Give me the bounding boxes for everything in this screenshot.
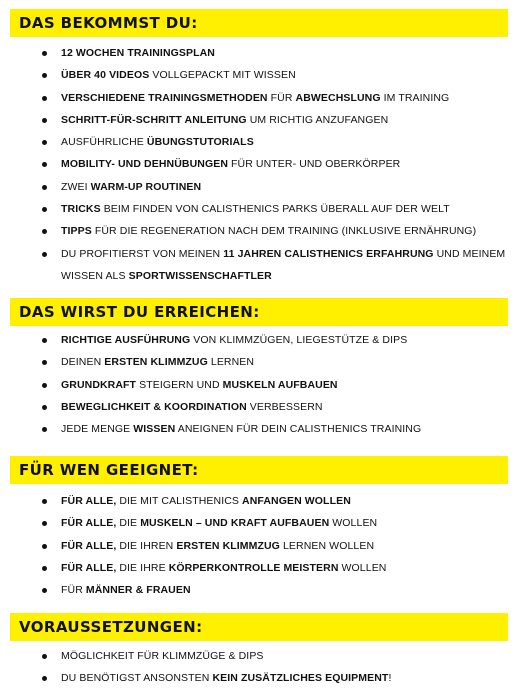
bold-text: SCHRITT-FÜR-SCHRITT ANLEITUNG xyxy=(61,113,247,126)
bullet-icon xyxy=(42,676,47,681)
bullet-icon xyxy=(42,338,47,343)
item-text: LERNEN WOLLEN xyxy=(279,539,375,552)
list-item xyxy=(0,109,520,131)
list-item xyxy=(0,490,520,512)
item-text: ZWEI xyxy=(61,180,91,193)
item-text: VOLLGEPACKT MIT WISSEN xyxy=(149,69,296,82)
bold-text: ERSTEN KLIMMZUG xyxy=(104,356,208,369)
bullet-icon xyxy=(42,405,47,410)
bold-text: VERSCHIEDENE TRAININGSMETHODEN xyxy=(61,91,268,104)
item-text: DIE xyxy=(116,517,141,530)
bold-text: MUSKELN AUFBAUEN xyxy=(222,378,338,391)
list-item xyxy=(0,131,520,153)
item-text: STEIGERN UND xyxy=(136,378,223,391)
bold-text: FÜR ALLE, xyxy=(61,539,117,552)
item-text: UM RICHTIG ANZUFANGEN xyxy=(246,113,389,126)
section-heading-goals xyxy=(10,298,508,326)
bold-text: MOBILITY- UND DEHNÜBUNGEN xyxy=(61,158,228,171)
bold-text: KÖRPERKONTROLLE MEISTERN xyxy=(168,561,339,574)
list-item xyxy=(0,557,520,579)
bullet-icon xyxy=(42,252,47,257)
bullet-icon xyxy=(42,96,47,101)
bullet-icon xyxy=(42,383,47,388)
bold-text: WARM-UP ROUTINEN xyxy=(90,180,202,193)
heading-text: VORAUSSETZUNGEN: xyxy=(19,618,203,636)
bullet-icon xyxy=(42,544,47,549)
bold-text: 11 JAHREN CALISTHENICS ERFAHRUNG xyxy=(223,247,434,260)
item-text: FÜR UNTER- UND OBERKÖRPER xyxy=(228,158,401,171)
item-text: WOLLEN xyxy=(338,561,387,574)
list-item xyxy=(0,351,520,373)
bullet-icon xyxy=(42,162,47,167)
item-text: DIE IHRE xyxy=(116,561,169,574)
bullet-icon xyxy=(42,229,47,234)
item-text: ! xyxy=(388,672,392,685)
item-text: VERBESSERN xyxy=(246,400,323,413)
bold-text: SPORTWISSENSCHAFTLER xyxy=(128,269,272,282)
bold-text: MUSKELN – UND KRAFT AUFBAUEN xyxy=(140,517,330,530)
list-item xyxy=(0,512,520,534)
bold-text: ÜBER 40 VIDEOS xyxy=(61,69,150,82)
list-item xyxy=(0,374,520,396)
list-item xyxy=(0,176,520,198)
bold-text: FÜR ALLE, xyxy=(61,561,117,574)
heading-text: DAS WIRST DU ERREICHEN: xyxy=(19,303,260,321)
item-text: DIE MIT CALISTHENICS xyxy=(116,495,243,507)
item-text: ANEIGNEN FÜR DEIN CALISTHENICS TRAINING xyxy=(175,423,422,436)
item-text: DEINEN xyxy=(61,356,105,369)
list-item xyxy=(0,329,520,351)
bold-text: ABWECHSLUNG xyxy=(295,91,381,104)
heading-text: DAS BEKOMMST DU: xyxy=(19,14,198,32)
list-item xyxy=(0,396,520,418)
bold-text: ANFANGEN WOLLEN xyxy=(242,495,351,507)
item-text: WOLLEN xyxy=(329,517,378,530)
bullet-icon xyxy=(42,499,47,504)
list-item xyxy=(0,87,520,109)
bullet-icon xyxy=(42,427,47,432)
bullet-icon xyxy=(42,73,47,78)
audience-list xyxy=(0,490,520,601)
bold-text: 12 WOCHEN TRAININGSPLAN xyxy=(61,47,215,59)
list-item xyxy=(0,220,520,242)
bullet-icon xyxy=(42,588,47,593)
bold-text: RICHTIGE AUSFÜHRUNG xyxy=(61,334,191,346)
bullet-icon xyxy=(42,654,47,659)
item-text: JEDE MENGE xyxy=(61,423,134,436)
requirements-list xyxy=(0,645,520,690)
item-text: LERNEN xyxy=(207,356,255,369)
item-text: DU PROFITIERST VON MEINEN xyxy=(61,247,224,260)
benefits-list xyxy=(0,42,520,287)
goals-list xyxy=(0,329,520,440)
bold-text: ÜBUNGSTUTORIALS xyxy=(146,136,254,149)
list-item xyxy=(0,42,520,64)
list-item xyxy=(0,243,520,288)
section-heading-audience xyxy=(10,456,508,484)
bold-text: FÜR ALLE, xyxy=(61,517,117,530)
bullet-icon xyxy=(42,185,47,190)
item-text: VON KLIMMZÜGEN, LIEGESTÜTZE & DIPS xyxy=(190,334,408,346)
item-text: FÜR DIE REGENERATION NACH DEM TRAINING (INKLUSIVE ERNÄHRUNG) xyxy=(91,225,477,238)
bold-text: FÜR ALLE, xyxy=(61,495,117,507)
bold-text: ERSTEN KLIMMZUG xyxy=(176,539,280,552)
list-item xyxy=(0,645,520,667)
bullet-icon xyxy=(42,118,47,123)
item-text: BEIM FINDEN VON CALISTHENICS PARKS ÜBERALL AUF DER WELT xyxy=(100,203,450,216)
bold-text: KEIN ZUSÄTZLICHES EQUIPMENT xyxy=(212,672,389,685)
item-text: FÜR xyxy=(267,91,296,104)
bold-text: TIPPS xyxy=(61,225,92,238)
bullet-icon xyxy=(42,51,47,56)
bold-text: BEWEGLICHKEIT & KOORDINATION xyxy=(61,400,247,413)
item-text: UND MEINEM WISSEN ALS xyxy=(61,247,506,282)
item-text: AUSFÜHRLICHE xyxy=(61,136,147,149)
list-item xyxy=(0,153,520,175)
list-item xyxy=(0,418,520,440)
bullet-icon xyxy=(42,566,47,571)
list-item xyxy=(0,667,520,689)
bullet-icon xyxy=(42,521,47,526)
item-text: DIE IHREN xyxy=(116,539,177,552)
bold-text: GRUNDKRAFT xyxy=(61,378,137,391)
bold-text: WISSEN xyxy=(133,423,176,436)
list-item xyxy=(0,64,520,86)
bold-text: MÄNNER & FRAUEN xyxy=(85,584,191,597)
bullet-icon xyxy=(42,140,47,145)
bold-text: TRICKS xyxy=(61,203,101,216)
item-text: IM TRAINING xyxy=(380,91,450,104)
item-text: MÖGLICHKEIT FÜR KLIMMZÜGE & DIPS xyxy=(61,650,264,662)
list-item xyxy=(0,579,520,601)
list-item xyxy=(0,535,520,557)
item-text: DU BENÖTIGST ANSONSTEN xyxy=(61,672,213,685)
section-heading-benefits xyxy=(10,9,508,37)
bullet-icon xyxy=(42,207,47,212)
section-heading-requirements xyxy=(10,613,508,641)
bullet-icon xyxy=(42,360,47,365)
item-text: FÜR xyxy=(61,584,86,597)
list-item xyxy=(0,198,520,220)
heading-text: FÜR WEN GEEIGNET: xyxy=(19,461,199,479)
